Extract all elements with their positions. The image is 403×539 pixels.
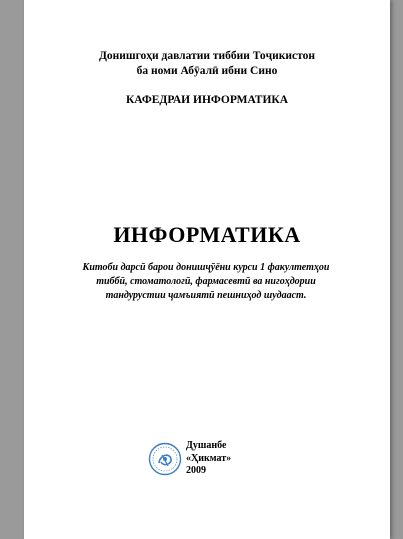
- publisher-name: «Ҳикмат»: [186, 452, 232, 464]
- institution-name: [24, 49, 390, 79]
- publisher-logo-icon: [148, 442, 182, 476]
- publisher-block: [148, 440, 268, 484]
- publication-year: 2009: [186, 465, 206, 476]
- book-subtitle: [52, 261, 360, 303]
- subtitle-line-2: тиббӣ, стоматологӣ, фармасевтӣ ва нигоҳдории: [96, 276, 316, 287]
- document-page: [24, 0, 390, 539]
- book-title: ИНФОРМАТИКА: [113, 222, 301, 247]
- institution-line-1: Донишгоҳи давлатии тиббии Тоҷикистон: [98, 50, 315, 62]
- department-name: КАФЕДРАИ ИНФОРМАТИКА: [125, 94, 289, 106]
- institution-line-2: ба номи Абӯалӣ ибни Сино: [136, 65, 278, 77]
- publisher-city: Душанбе: [186, 440, 227, 451]
- publisher-info: [186, 440, 231, 478]
- subtitle-line-3: тандурустии ҷамъиятӣ пешниҳод шудааст.: [105, 290, 307, 301]
- subtitle-line-1: Китоби дарсӣ барои донишҷӯёни курси 1 факултетҳои: [82, 262, 330, 273]
